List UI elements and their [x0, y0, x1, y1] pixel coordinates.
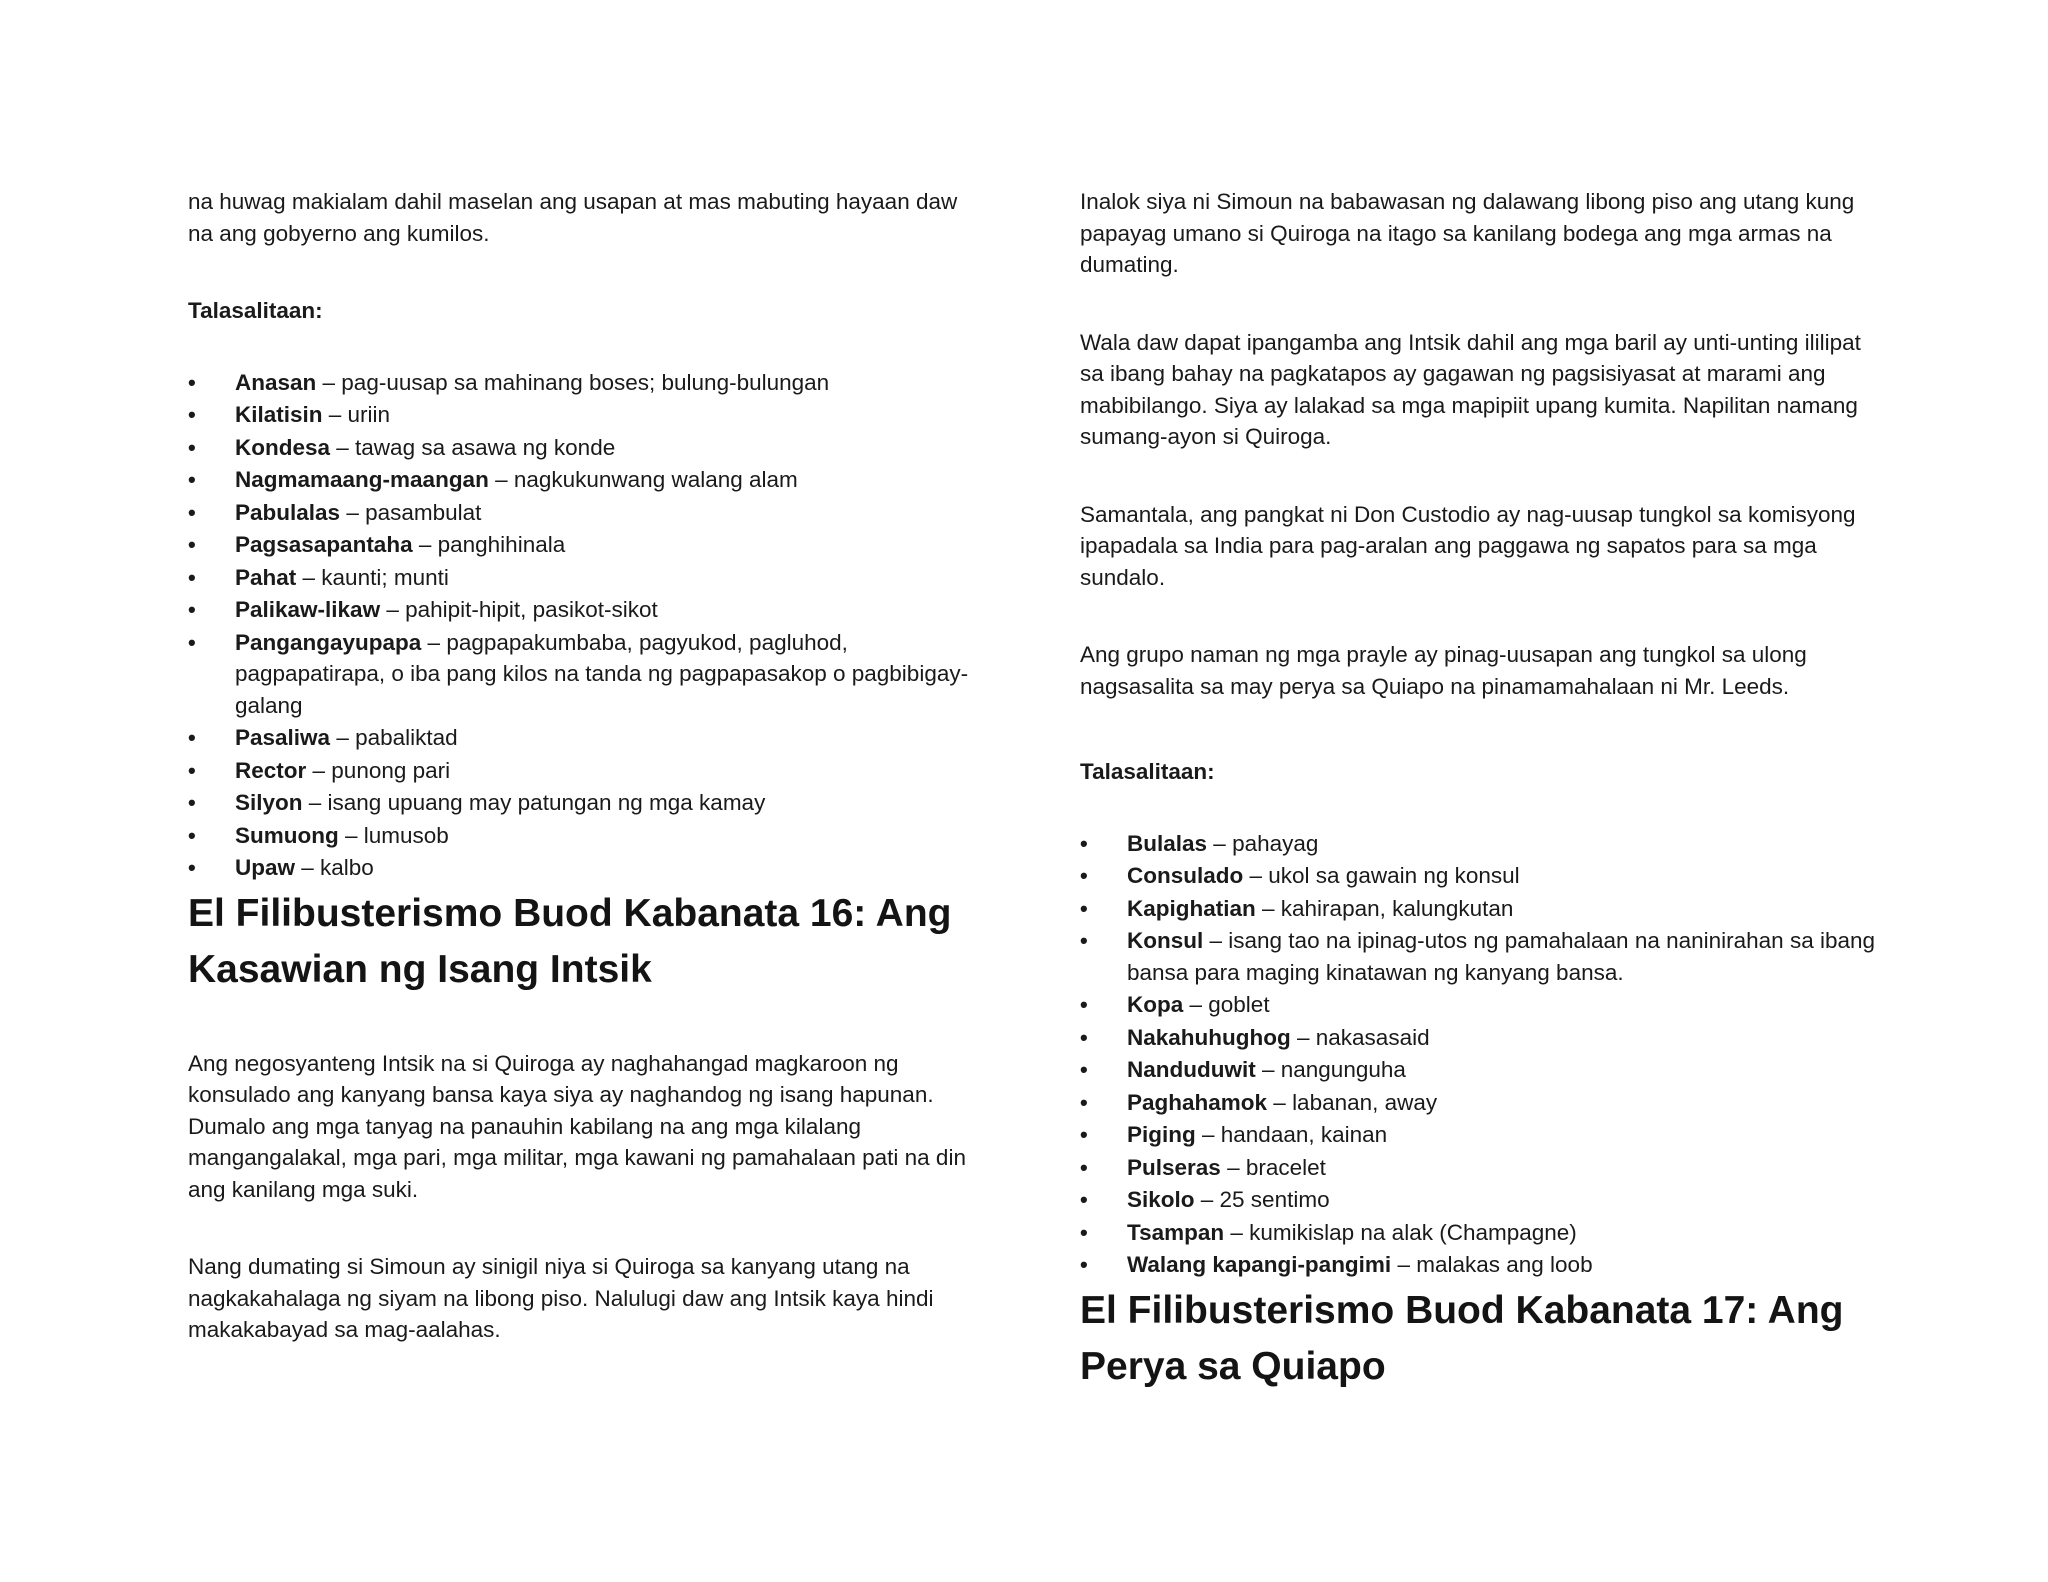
vocab-definition: – nangunguha: [1255, 1057, 1406, 1082]
vocab-list: [1080, 828, 1880, 1281]
vocab-definition: – pag-uusap sa mahinang boses; bulung-bulungan: [316, 369, 830, 395]
bullet-icon: •: [188, 855, 196, 880]
vocab-definition: – pabaliktad: [330, 725, 458, 750]
vocab-definition: – 25 sentimo: [1194, 1187, 1330, 1212]
vocab-term: Nagmamaang-maangan: [235, 467, 489, 492]
vocab-term: Pangangayupapa: [235, 629, 422, 655]
body-paragraph: Wala daw dapat ipangamba ang Intsik dahil ang mga baril ay unti-unting ililipat sa ibang bahay na pagkatapos ay gagawan ng pagsisiyasat at marami ang mabibilango. Siya ay lalakad sa mga mapipiit upang kumita. Napilitan namang sumang-ayon si Quiroga.: [1080, 329, 1861, 449]
bullet-icon: •: [188, 499, 196, 525]
vocab-item: [188, 820, 988, 852]
vocab-item: [1080, 1249, 1880, 1281]
vocab-term: Pagsasapantaha: [235, 532, 413, 557]
vocab-item: [1080, 860, 1880, 892]
vocab-item: [188, 367, 988, 399]
vocab-term: Rector: [235, 757, 307, 783]
bullet-icon: •: [1080, 895, 1088, 921]
vocab-term: Kopa: [1127, 992, 1184, 1017]
vocab-definition: – handaan, kainan: [1195, 1122, 1388, 1147]
vocab-term: Pasaliwa: [235, 725, 331, 750]
vocab-heading: Talasalitaan:: [1080, 759, 1215, 784]
bullet-icon: •: [188, 757, 196, 783]
vocab-term: Sikolo: [1127, 1187, 1195, 1212]
chapter-title: El Filibusterismo Buod Kabanata 16: Ang Kasawian ng Isang Intsik: [188, 891, 952, 991]
vocab-item: [1080, 1022, 1880, 1054]
bullet-icon: •: [188, 434, 196, 460]
vocab-definition: – goblet: [1183, 992, 1270, 1017]
vocab-item: [188, 497, 988, 529]
bullet-icon: •: [188, 369, 196, 395]
vocab-item: [188, 755, 988, 787]
vocab-item: [188, 627, 988, 722]
bullet-icon: •: [188, 725, 196, 750]
body-paragraph: Nang dumating si Simoun ay sinigil niya si Quiroga sa kanyang utang na nagkakahalaga ng siyam na libong piso. Nalulugi daw ang Intsik kaya hindi makakabayad sa mag-aalahas.: [188, 1254, 934, 1342]
vocab-definition: – pagpapakumbaba, pagyukod, pagluhod, pagpapatirapa, o iba pang kilos na tanda ng pagpapasakop o pagbibigay-galang: [235, 629, 969, 718]
vocab-term: Pulseras: [1127, 1154, 1221, 1180]
vocab-item: [188, 562, 988, 594]
bullet-icon: •: [1080, 1057, 1088, 1082]
intro-paragraph: na huwag makialam dahil maselan ang usapan at mas mabuting hayaan daw na ang gobyerno ang kumilos.: [188, 189, 958, 246]
bullet-icon: •: [188, 822, 196, 848]
vocab-term: Silyon: [235, 790, 303, 815]
body-paragraph: Ang grupo naman ng mga prayle ay pinag-uusapan ang tungkol sa ulong nagsasalita sa may perya sa Quiapo na pinamamahalaan ni Mr. Leeds.: [1080, 642, 1807, 699]
vocab-definition: – nakasasaid: [1290, 1024, 1430, 1050]
bullet-icon: •: [1080, 1219, 1088, 1245]
bullet-icon: •: [1080, 830, 1088, 856]
bullet-icon: •: [188, 629, 196, 655]
vocab-item: [188, 432, 988, 464]
bullet-icon: •: [1080, 1089, 1088, 1115]
bullet-icon: •: [188, 467, 196, 492]
vocab-item: [1080, 1054, 1880, 1086]
vocab-item: [1080, 1119, 1880, 1151]
vocab-item: [1080, 1087, 1880, 1119]
vocab-term: Paghahamok: [1127, 1089, 1268, 1115]
body-paragraph: Inalok siya ni Simoun na babawasan ng dalawang libong piso ang utang kung papayag umano si Quiroga na itago sa kanilang bodega ang mga armas na dumating.: [1080, 189, 1855, 277]
bullet-icon: •: [188, 564, 196, 590]
bullet-icon: •: [1080, 1154, 1088, 1180]
vocab-definition: – pahayag: [1207, 830, 1319, 856]
vocab-definition: – uriin: [322, 402, 391, 427]
bullet-icon: •: [1080, 1252, 1088, 1277]
vocab-item: [1080, 1217, 1880, 1249]
vocab-item: [1080, 989, 1880, 1021]
vocab-term: Pabulalas: [235, 499, 341, 525]
bullet-icon: •: [1080, 863, 1088, 888]
vocab-definition: – kahirapan, kalungkutan: [1255, 895, 1514, 921]
vocab-definition: – panghihinala: [412, 532, 566, 557]
left-column: [188, 186, 988, 1392]
vocab-definition: – ukol sa gawain ng konsul: [1243, 863, 1520, 888]
bullet-icon: •: [188, 790, 196, 815]
bullet-icon: •: [1080, 928, 1088, 953]
body-paragraph: Samantala, ang pangkat ni Don Custodio ay nag-uusap tungkol sa komisyong ipapadala sa India para pag-aralan ang paggawa ng sapatos para sa mga sundalo.: [1080, 501, 1856, 590]
vocab-item: [188, 399, 988, 431]
vocab-item: [188, 722, 988, 754]
bullet-icon: •: [1080, 1122, 1088, 1147]
vocab-term: Piging: [1127, 1122, 1196, 1147]
vocab-item: [1080, 893, 1880, 925]
vocab-definition: – pasambulat: [340, 499, 482, 525]
vocab-term: Konsul: [1127, 928, 1204, 953]
vocab-term: Nakahuhughog: [1127, 1024, 1291, 1050]
vocab-term: Consulado: [1127, 863, 1244, 888]
vocab-item: [1080, 925, 1880, 988]
vocab-term: Upaw: [235, 855, 296, 880]
vocab-definition: – labanan, away: [1267, 1089, 1438, 1115]
vocab-term: Walang kapangi-pangimi: [1127, 1252, 1392, 1277]
bullet-icon: •: [1080, 1187, 1088, 1212]
vocab-item: [188, 594, 988, 626]
vocab-definition: – lumusob: [338, 822, 449, 848]
vocab-term: Anasan: [235, 369, 317, 395]
vocab-definition: – malakas ang loob: [1391, 1252, 1593, 1277]
vocab-item: [1080, 828, 1880, 860]
vocab-definition: – tawag sa asawa ng konde: [330, 434, 616, 460]
vocab-term: Kapighatian: [1127, 895, 1256, 921]
vocab-item: [188, 787, 988, 819]
body-paragraph: Ang negosyanteng Intsik na si Quiroga ay naghahangad magkaroon ng konsulado ang kanyang bansa kaya siya ay naghandog ng isang hapunan. Dumalo ang mga tanyag na panauhin kabilang na ang mga kilalang mangangalakal, mga pari, mga militar, mga kawani ng pamahalaan pati na din ang kanilang mga suki.: [188, 1050, 966, 1202]
bullet-icon: •: [188, 532, 196, 557]
vocab-term: Nanduduwit: [1127, 1057, 1256, 1082]
vocab-term: Kondesa: [235, 434, 331, 460]
vocab-definition: – kaunti; munti: [296, 564, 449, 590]
vocab-definition: – nagkukunwang walang alam: [488, 467, 798, 492]
vocab-item: [1080, 1184, 1880, 1216]
vocab-definition: – isang tao na ipinag-utos ng pamahalaan na naninirahan sa ibang bansa para maging kinatawan ng kanyang bansa.: [1127, 928, 1876, 985]
vocab-term: Kilatisin: [235, 402, 323, 427]
vocab-term: Tsampan: [1127, 1219, 1225, 1245]
vocab-definition: – bracelet: [1220, 1154, 1326, 1180]
vocab-heading: Talasalitaan:: [188, 298, 323, 323]
bullet-icon: •: [1080, 992, 1088, 1017]
vocab-item: [1080, 1152, 1880, 1184]
vocab-definition: – isang upuang may patungan ng mga kamay: [302, 790, 766, 815]
vocab-definition: – pahipit-hipit, pasikot-sikot: [380, 597, 658, 622]
chapter-title: El Filibusterismo Buod Kabanata 17: Ang Perya sa Quiapo: [1080, 1288, 1844, 1388]
vocab-term: Sumuong: [235, 822, 339, 848]
bullet-icon: •: [188, 402, 196, 427]
vocab-definition: – punong pari: [306, 757, 451, 783]
bullet-icon: •: [1080, 1024, 1088, 1050]
vocab-list: [188, 367, 988, 884]
vocab-item: [188, 529, 988, 561]
vocab-term: Palikaw-likaw: [235, 597, 381, 622]
vocab-term: Bulalas: [1127, 830, 1208, 856]
right-column: [1080, 186, 1880, 1445]
vocab-term: Pahat: [235, 564, 297, 590]
vocab-definition: – kalbo: [295, 855, 374, 880]
vocab-definition: – kumikislap na alak (Champagne): [1224, 1219, 1577, 1245]
vocab-item: [188, 464, 988, 496]
bullet-icon: •: [188, 597, 196, 622]
vocab-item: [188, 852, 988, 884]
